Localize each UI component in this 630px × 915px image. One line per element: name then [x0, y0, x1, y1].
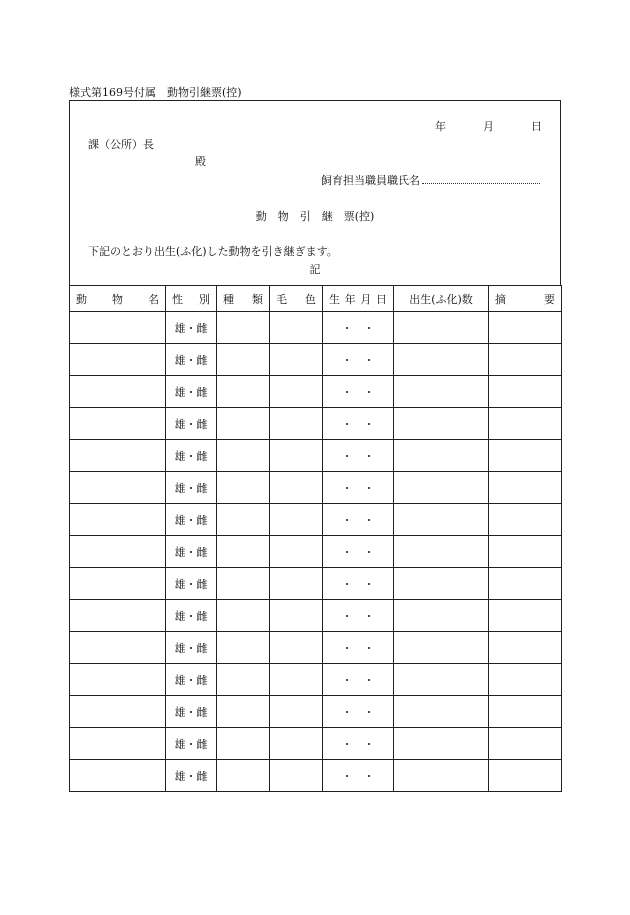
blank-cell: [217, 440, 270, 472]
blank-cell: [394, 376, 489, 408]
birthdate-cell: ・ ・: [323, 408, 394, 440]
blank-cell: [217, 472, 270, 504]
blank-cell: [270, 472, 323, 504]
sex-cell: 雄・雌: [166, 728, 217, 760]
column-header: [394, 286, 489, 312]
column-header-label: 生 年 月 日: [329, 292, 387, 306]
blank-cell: [394, 664, 489, 696]
sex-cell: 雄・雌: [166, 632, 217, 664]
sex-cell: 雄・雌: [166, 568, 217, 600]
table-row: [70, 408, 562, 440]
ki-mark: 記: [309, 263, 321, 276]
column-header-label: 毛 色: [276, 292, 316, 306]
blank-cell: [270, 440, 323, 472]
blank-cell: [270, 376, 323, 408]
sex-cell: 雄・雌: [166, 600, 217, 632]
birthdate-cell: ・ ・: [323, 376, 394, 408]
sex-cell: 雄・雌: [166, 312, 217, 344]
blank-cell: [217, 568, 270, 600]
table-row: [70, 568, 562, 600]
birthdate-cell: ・ ・: [323, 536, 394, 568]
signature-dotted-line: [422, 173, 540, 184]
birthdate-cell: ・ ・: [323, 696, 394, 728]
table-header-row: [70, 286, 562, 312]
sex-cell: 雄・雌: [166, 440, 217, 472]
birthdate-cell: ・ ・: [323, 472, 394, 504]
blank-cell: [217, 504, 270, 536]
staff-signature-line: [321, 172, 540, 188]
blank-cell: [270, 664, 323, 696]
sex-cell: 雄・雌: [166, 376, 217, 408]
document-title: 動 物 引 継 票(控): [255, 210, 375, 223]
blank-cell: [394, 632, 489, 664]
birthdate-cell: ・ ・: [323, 760, 394, 792]
table-body: [70, 312, 562, 792]
blank-cell: [70, 408, 166, 440]
sex-cell: 雄・雌: [166, 664, 217, 696]
blank-cell: [489, 536, 562, 568]
blank-cell: [489, 568, 562, 600]
blank-cell: [394, 760, 489, 792]
blank-cell: [489, 408, 562, 440]
table-row: [70, 344, 562, 376]
birthdate-cell: ・ ・: [323, 440, 394, 472]
blank-cell: [70, 632, 166, 664]
sex-cell: 雄・雌: [166, 536, 217, 568]
table-row: [70, 504, 562, 536]
blank-cell: [489, 696, 562, 728]
birthdate-cell: ・ ・: [323, 312, 394, 344]
table-row: [70, 632, 562, 664]
recipient-label: 課（公所）長: [88, 138, 154, 151]
sex-cell: 雄・雌: [166, 504, 217, 536]
blank-cell: [70, 312, 166, 344]
blank-cell: [270, 568, 323, 600]
birthdate-cell: ・ ・: [323, 344, 394, 376]
blank-cell: [394, 440, 489, 472]
sex-cell: 雄・雌: [166, 408, 217, 440]
blank-cell: [489, 312, 562, 344]
sex-cell: 雄・雌: [166, 344, 217, 376]
blank-cell: [270, 408, 323, 440]
sex-cell: 雄・雌: [166, 760, 217, 792]
column-header-label: 動 物 名: [76, 292, 159, 306]
blank-cell: [70, 728, 166, 760]
blank-cell: [394, 600, 489, 632]
column-header-label: 性 別: [172, 292, 210, 306]
blank-cell: [394, 568, 489, 600]
table-row: [70, 376, 562, 408]
blank-cell: [70, 568, 166, 600]
blank-cell: [489, 504, 562, 536]
blank-cell: [70, 440, 166, 472]
blank-cell: [394, 504, 489, 536]
column-header: [489, 286, 562, 312]
blank-cell: [70, 696, 166, 728]
statement-text: 下記のとおり出生(ふ化)した動物を引き継ぎます。: [88, 245, 338, 258]
blank-cell: [394, 696, 489, 728]
birthdate-cell: ・ ・: [323, 504, 394, 536]
blank-cell: [70, 600, 166, 632]
blank-cell: [489, 600, 562, 632]
blank-cell: [217, 536, 270, 568]
blank-cell: [270, 632, 323, 664]
blank-cell: [394, 344, 489, 376]
blank-cell: [70, 536, 166, 568]
table-row: [70, 536, 562, 568]
table-row: [70, 696, 562, 728]
sex-cell: 雄・雌: [166, 472, 217, 504]
header-box: [69, 100, 561, 285]
blank-cell: [270, 312, 323, 344]
blank-cell: [217, 728, 270, 760]
blank-cell: [217, 760, 270, 792]
blank-cell: [270, 728, 323, 760]
staff-label: 飼育担当職員職氏名: [321, 174, 420, 187]
animal-table: [69, 285, 562, 792]
blank-cell: [489, 632, 562, 664]
blank-cell: [217, 696, 270, 728]
birthdate-cell: ・ ・: [323, 600, 394, 632]
column-header: [217, 286, 270, 312]
blank-cell: [217, 408, 270, 440]
blank-cell: [217, 664, 270, 696]
column-header: [70, 286, 166, 312]
blank-cell: [217, 344, 270, 376]
sex-cell: 雄・雌: [166, 696, 217, 728]
blank-cell: [394, 408, 489, 440]
blank-cell: [270, 760, 323, 792]
blank-cell: [489, 728, 562, 760]
date-day: 日: [531, 120, 542, 133]
column-header-label: 摘 要: [495, 292, 555, 306]
blank-cell: [217, 312, 270, 344]
honorific: 殿: [195, 155, 206, 168]
column-header-label: 出生(ふ化)数: [409, 292, 473, 306]
table-row: [70, 664, 562, 696]
blank-cell: [394, 728, 489, 760]
blank-cell: [270, 504, 323, 536]
blank-cell: [489, 376, 562, 408]
table-row: [70, 600, 562, 632]
table-row: [70, 472, 562, 504]
blank-cell: [270, 536, 323, 568]
blank-cell: [489, 760, 562, 792]
column-header: [323, 286, 394, 312]
blank-cell: [394, 472, 489, 504]
column-header-label: 種 類: [223, 292, 263, 306]
blank-cell: [70, 472, 166, 504]
blank-cell: [270, 344, 323, 376]
blank-cell: [70, 344, 166, 376]
birthdate-cell: ・ ・: [323, 568, 394, 600]
table-row: [70, 728, 562, 760]
table-row: [70, 440, 562, 472]
date-line: [435, 118, 542, 134]
date-year: 年: [435, 120, 446, 133]
blank-cell: [70, 504, 166, 536]
blank-cell: [489, 664, 562, 696]
blank-cell: [217, 632, 270, 664]
date-month: 月: [483, 120, 494, 133]
blank-cell: [217, 600, 270, 632]
blank-cell: [394, 312, 489, 344]
blank-cell: [270, 696, 323, 728]
column-header: [166, 286, 217, 312]
blank-cell: [489, 472, 562, 504]
birthdate-cell: ・ ・: [323, 664, 394, 696]
blank-cell: [217, 376, 270, 408]
column-header: [270, 286, 323, 312]
table-row: [70, 760, 562, 792]
table-row: [70, 312, 562, 344]
blank-cell: [394, 536, 489, 568]
form-label: 様式第169号付属 動物引継票(控): [69, 86, 242, 99]
blank-cell: [270, 600, 323, 632]
birthdate-cell: ・ ・: [323, 728, 394, 760]
blank-cell: [489, 440, 562, 472]
birthdate-cell: ・ ・: [323, 632, 394, 664]
blank-cell: [489, 344, 562, 376]
blank-cell: [70, 664, 166, 696]
blank-cell: [70, 760, 166, 792]
blank-cell: [70, 376, 166, 408]
